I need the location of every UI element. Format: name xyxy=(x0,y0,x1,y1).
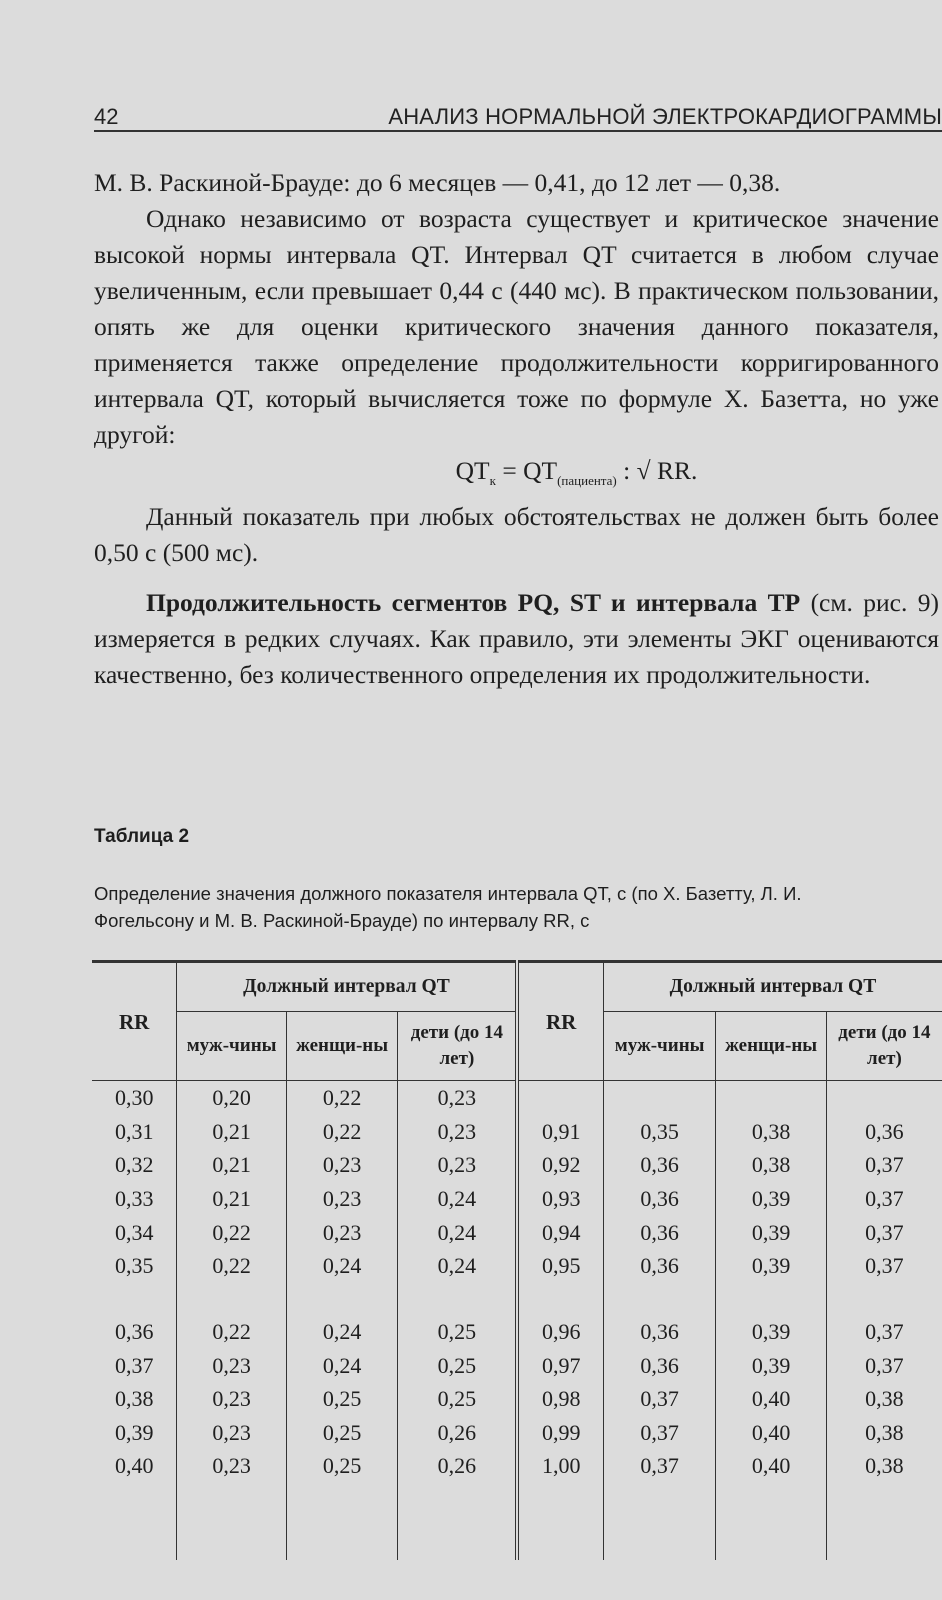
cell-men-left: 0,23 xyxy=(177,1416,286,1450)
cell-children-left: 0,25 xyxy=(398,1382,518,1416)
table-row xyxy=(92,1416,942,1450)
cell-rr-left: 0,34 xyxy=(114,1219,154,1245)
cell-children-left: 0,25 xyxy=(398,1348,518,1382)
paragraph-1: М. В. Раскиной-Брауде: до 6 месяцев — 0,41, до 12 лет — 0,38. xyxy=(94,168,781,197)
table-caption: Определение значения должного показателя интервала QT, с (по Х. Базетту, Л. И. Фогельсону и М. В. Раскиной-Брауде) по интервалу RR, с xyxy=(94,883,802,931)
cell-men-left: 0,23 xyxy=(177,1382,286,1416)
table-row xyxy=(92,1148,942,1182)
cell-children-left: 0,23 xyxy=(398,1115,518,1149)
cell-men-right: 0,35 xyxy=(603,1115,716,1149)
cell-women-right: 0,39 xyxy=(716,1216,826,1250)
table-row xyxy=(92,1315,942,1349)
cell-rr-left: 0,39 xyxy=(114,1419,154,1445)
cell-men-left: 0,21 xyxy=(177,1148,286,1182)
cell-women-left: 0,25 xyxy=(286,1416,397,1450)
spacer-cell xyxy=(603,1483,716,1560)
table-row xyxy=(92,1449,942,1483)
cell-women-right: 0,40 xyxy=(716,1449,826,1483)
qtc-formula xyxy=(94,453,939,499)
cell-men-right: 0,36 xyxy=(603,1216,716,1250)
cell-rr-left: 0,30 xyxy=(92,1081,177,1115)
cell-men-right: 0,36 xyxy=(603,1348,716,1382)
col-women-right: женщи-ны xyxy=(716,1012,826,1081)
cell-men-right: 0,37 xyxy=(603,1449,716,1483)
spacer-cell xyxy=(716,1483,826,1560)
spacer-cell xyxy=(716,1283,826,1315)
cell-men-left: 0,22 xyxy=(177,1315,286,1349)
spacer-cell xyxy=(398,1483,518,1560)
page-number: 42 xyxy=(94,104,119,129)
cell-women-left: 0,24 xyxy=(286,1348,397,1382)
cell-children-right xyxy=(826,1081,942,1115)
body-text xyxy=(94,165,939,693)
col-men-left: муж-чины xyxy=(177,1012,286,1081)
qt-table xyxy=(92,960,942,1560)
formula-equals: = QT xyxy=(495,456,558,485)
cell-men-left: 0,22 xyxy=(177,1249,286,1283)
table-row xyxy=(92,1182,942,1216)
cell-children-left: 0,24 xyxy=(398,1182,518,1216)
cell-women-left: 0,24 xyxy=(286,1249,397,1283)
paragraph-2: Однако независимо от возраста существует и критическое значение высокой нормы интервала QT. Интервал QT считается в любом случае увеличенным, если превышает 0,44 с (440 мс). В практическом пользовании, опять же для оценки критического значения данного показателя, применяется также определение продолжительности корригированного интервала QT, который вычисляется тоже по формуле Х. Базетта, но уже другой: xyxy=(94,204,939,449)
cell-children-right: 0,38 xyxy=(826,1416,942,1450)
cell-women-left: 0,25 xyxy=(286,1449,397,1483)
rr-header-right: RR xyxy=(517,962,603,1081)
cell-men-right: 0,36 xyxy=(603,1315,716,1349)
cell-rr-left: 0,33 xyxy=(114,1185,154,1211)
cell-women-left: 0,23 xyxy=(286,1148,397,1182)
formula-lhs: QT xyxy=(455,456,490,485)
table-row xyxy=(92,1249,942,1283)
cell-men-left: 0,23 xyxy=(177,1449,286,1483)
cell-rr-right xyxy=(517,1081,603,1115)
header-rule xyxy=(94,130,942,132)
spacer-cell xyxy=(517,1283,603,1315)
rr-header-left: RR xyxy=(92,962,177,1081)
cell-women-right: 0,39 xyxy=(716,1348,826,1382)
spacer-cell xyxy=(92,1283,177,1315)
cell-rr-left: 0,37 xyxy=(114,1352,154,1378)
cell-children-right: 0,36 xyxy=(826,1115,942,1149)
cell-rr-right: 0,95 xyxy=(517,1249,603,1283)
spacer-cell xyxy=(517,1483,603,1560)
cell-women-left: 0,23 xyxy=(286,1216,397,1250)
cell-children-right: 0,38 xyxy=(826,1382,942,1416)
cell-rr-left: 0,38 xyxy=(114,1386,154,1412)
cell-women-right: 0,39 xyxy=(716,1182,826,1216)
cell-rr-right: 0,92 xyxy=(517,1148,603,1182)
cell-children-right: 0,37 xyxy=(826,1182,942,1216)
cell-rr-left: 0,36 xyxy=(114,1318,154,1344)
cell-men-left: 0,20 xyxy=(177,1081,286,1115)
running-header xyxy=(94,98,942,140)
formula-lhs-subscript: к xyxy=(489,473,496,489)
cell-women-right: 0,39 xyxy=(716,1249,826,1283)
cell-rr-right: 0,94 xyxy=(517,1216,603,1250)
cell-men-right: 0,36 xyxy=(603,1148,716,1182)
table-row xyxy=(92,1216,942,1250)
spacer-cell xyxy=(826,1283,942,1315)
formula-rest: : √ RR. xyxy=(616,456,698,485)
cell-rr-right: 0,98 xyxy=(517,1382,603,1416)
group-header-left: Должный интервал QT xyxy=(177,962,518,1012)
cell-women-left: 0,23 xyxy=(286,1182,397,1216)
spacer-cell xyxy=(92,1483,177,1560)
spacer-cell xyxy=(603,1283,716,1315)
cell-children-right: 0,37 xyxy=(826,1348,942,1382)
cell-women-left: 0,22 xyxy=(286,1115,397,1149)
table-row xyxy=(92,1081,942,1115)
cell-children-left: 0,25 xyxy=(398,1315,518,1349)
table-spacer-row xyxy=(92,1483,942,1560)
cell-women-right: 0,39 xyxy=(716,1315,826,1349)
cell-rr-left: 0,40 xyxy=(114,1453,154,1479)
table-row xyxy=(92,1382,942,1416)
cell-children-left: 0,23 xyxy=(398,1081,518,1115)
table-row xyxy=(92,1115,942,1149)
spacer-cell xyxy=(286,1283,397,1315)
table-spacer-row xyxy=(92,1283,942,1315)
spacer-cell xyxy=(398,1283,518,1315)
col-women-left: женщи-ны xyxy=(286,1012,397,1081)
cell-men-left: 0,21 xyxy=(177,1115,286,1149)
cell-rr-right: 0,91 xyxy=(517,1115,603,1149)
cell-men-right: 0,36 xyxy=(603,1249,716,1283)
cell-rr-left: 0,35 xyxy=(114,1253,154,1279)
cell-women-right: 0,40 xyxy=(716,1382,826,1416)
paragraph-4-heading: Продолжительность сегментов PQ, ST и интервала TP xyxy=(146,588,801,618)
cell-men-left: 0,21 xyxy=(177,1182,286,1216)
col-men-right: муж-чины xyxy=(603,1012,716,1081)
cell-women-left: 0,25 xyxy=(286,1382,397,1416)
cell-children-left: 0,23 xyxy=(398,1148,518,1182)
paragraph-3: Данный показатель при любых обстоятельствах не должен быть более 0,50 с (500 мс). xyxy=(94,502,939,568)
cell-children-right: 0,37 xyxy=(826,1249,942,1283)
spacer-cell xyxy=(177,1283,286,1315)
cell-rr-right: 1,00 xyxy=(517,1449,603,1483)
cell-women-right xyxy=(716,1081,826,1115)
cell-women-left: 0,24 xyxy=(286,1315,397,1349)
cell-rr-right: 0,96 xyxy=(517,1315,603,1349)
cell-children-left: 0,26 xyxy=(398,1449,518,1483)
cell-children-right: 0,37 xyxy=(826,1315,942,1349)
cell-men-left: 0,23 xyxy=(177,1348,286,1382)
cell-rr-right: 0,93 xyxy=(517,1182,603,1216)
cell-children-right: 0,37 xyxy=(826,1148,942,1182)
table-number: Таблица 2 xyxy=(94,826,190,847)
cell-women-right: 0,40 xyxy=(716,1416,826,1450)
cell-rr-right: 0,99 xyxy=(517,1416,603,1450)
cell-rr-left: 0,31 xyxy=(114,1118,154,1144)
paragraph-4 xyxy=(94,585,939,693)
paragraph-4-text: (см. рис. 9) измеряется в редких случаях. Как правило, эти элементы ЭКГ оцениваются качественно, без количественного определения их продолжительности. xyxy=(94,588,939,690)
col-children-left: дети (до 14 лет) xyxy=(398,1012,518,1081)
spacer-cell xyxy=(286,1483,397,1560)
cell-children-right: 0,37 xyxy=(826,1216,942,1250)
cell-men-left: 0,22 xyxy=(177,1216,286,1250)
cell-men-right: 0,36 xyxy=(603,1182,716,1216)
table-row xyxy=(92,1348,942,1382)
cell-children-left: 0,26 xyxy=(398,1416,518,1450)
chapter-title: АНАЛИЗ НОРМАЛЬНОЙ ЭЛЕКТРОКАРДИОГРАММЫ xyxy=(388,104,942,129)
col-children-right: дети (до 14 лет) xyxy=(826,1012,942,1081)
cell-women-left: 0,22 xyxy=(286,1081,397,1115)
cell-children-left: 0,24 xyxy=(398,1249,518,1283)
formula-rhs-subscript: (пациента) xyxy=(557,473,617,489)
cell-rr-left: 0,32 xyxy=(114,1152,154,1178)
cell-men-right: 0,37 xyxy=(603,1382,716,1416)
cell-children-right: 0,38 xyxy=(826,1449,942,1483)
cell-rr-right: 0,97 xyxy=(517,1348,603,1382)
cell-children-left: 0,24 xyxy=(398,1216,518,1250)
cell-men-right: 0,37 xyxy=(603,1416,716,1450)
group-header-right: Должный интервал QT xyxy=(603,962,942,1012)
cell-women-right: 0,38 xyxy=(716,1115,826,1149)
spacer-cell xyxy=(177,1483,286,1560)
spacer-cell xyxy=(826,1483,942,1560)
cell-men-right xyxy=(603,1081,716,1115)
cell-women-right: 0,38 xyxy=(716,1148,826,1182)
